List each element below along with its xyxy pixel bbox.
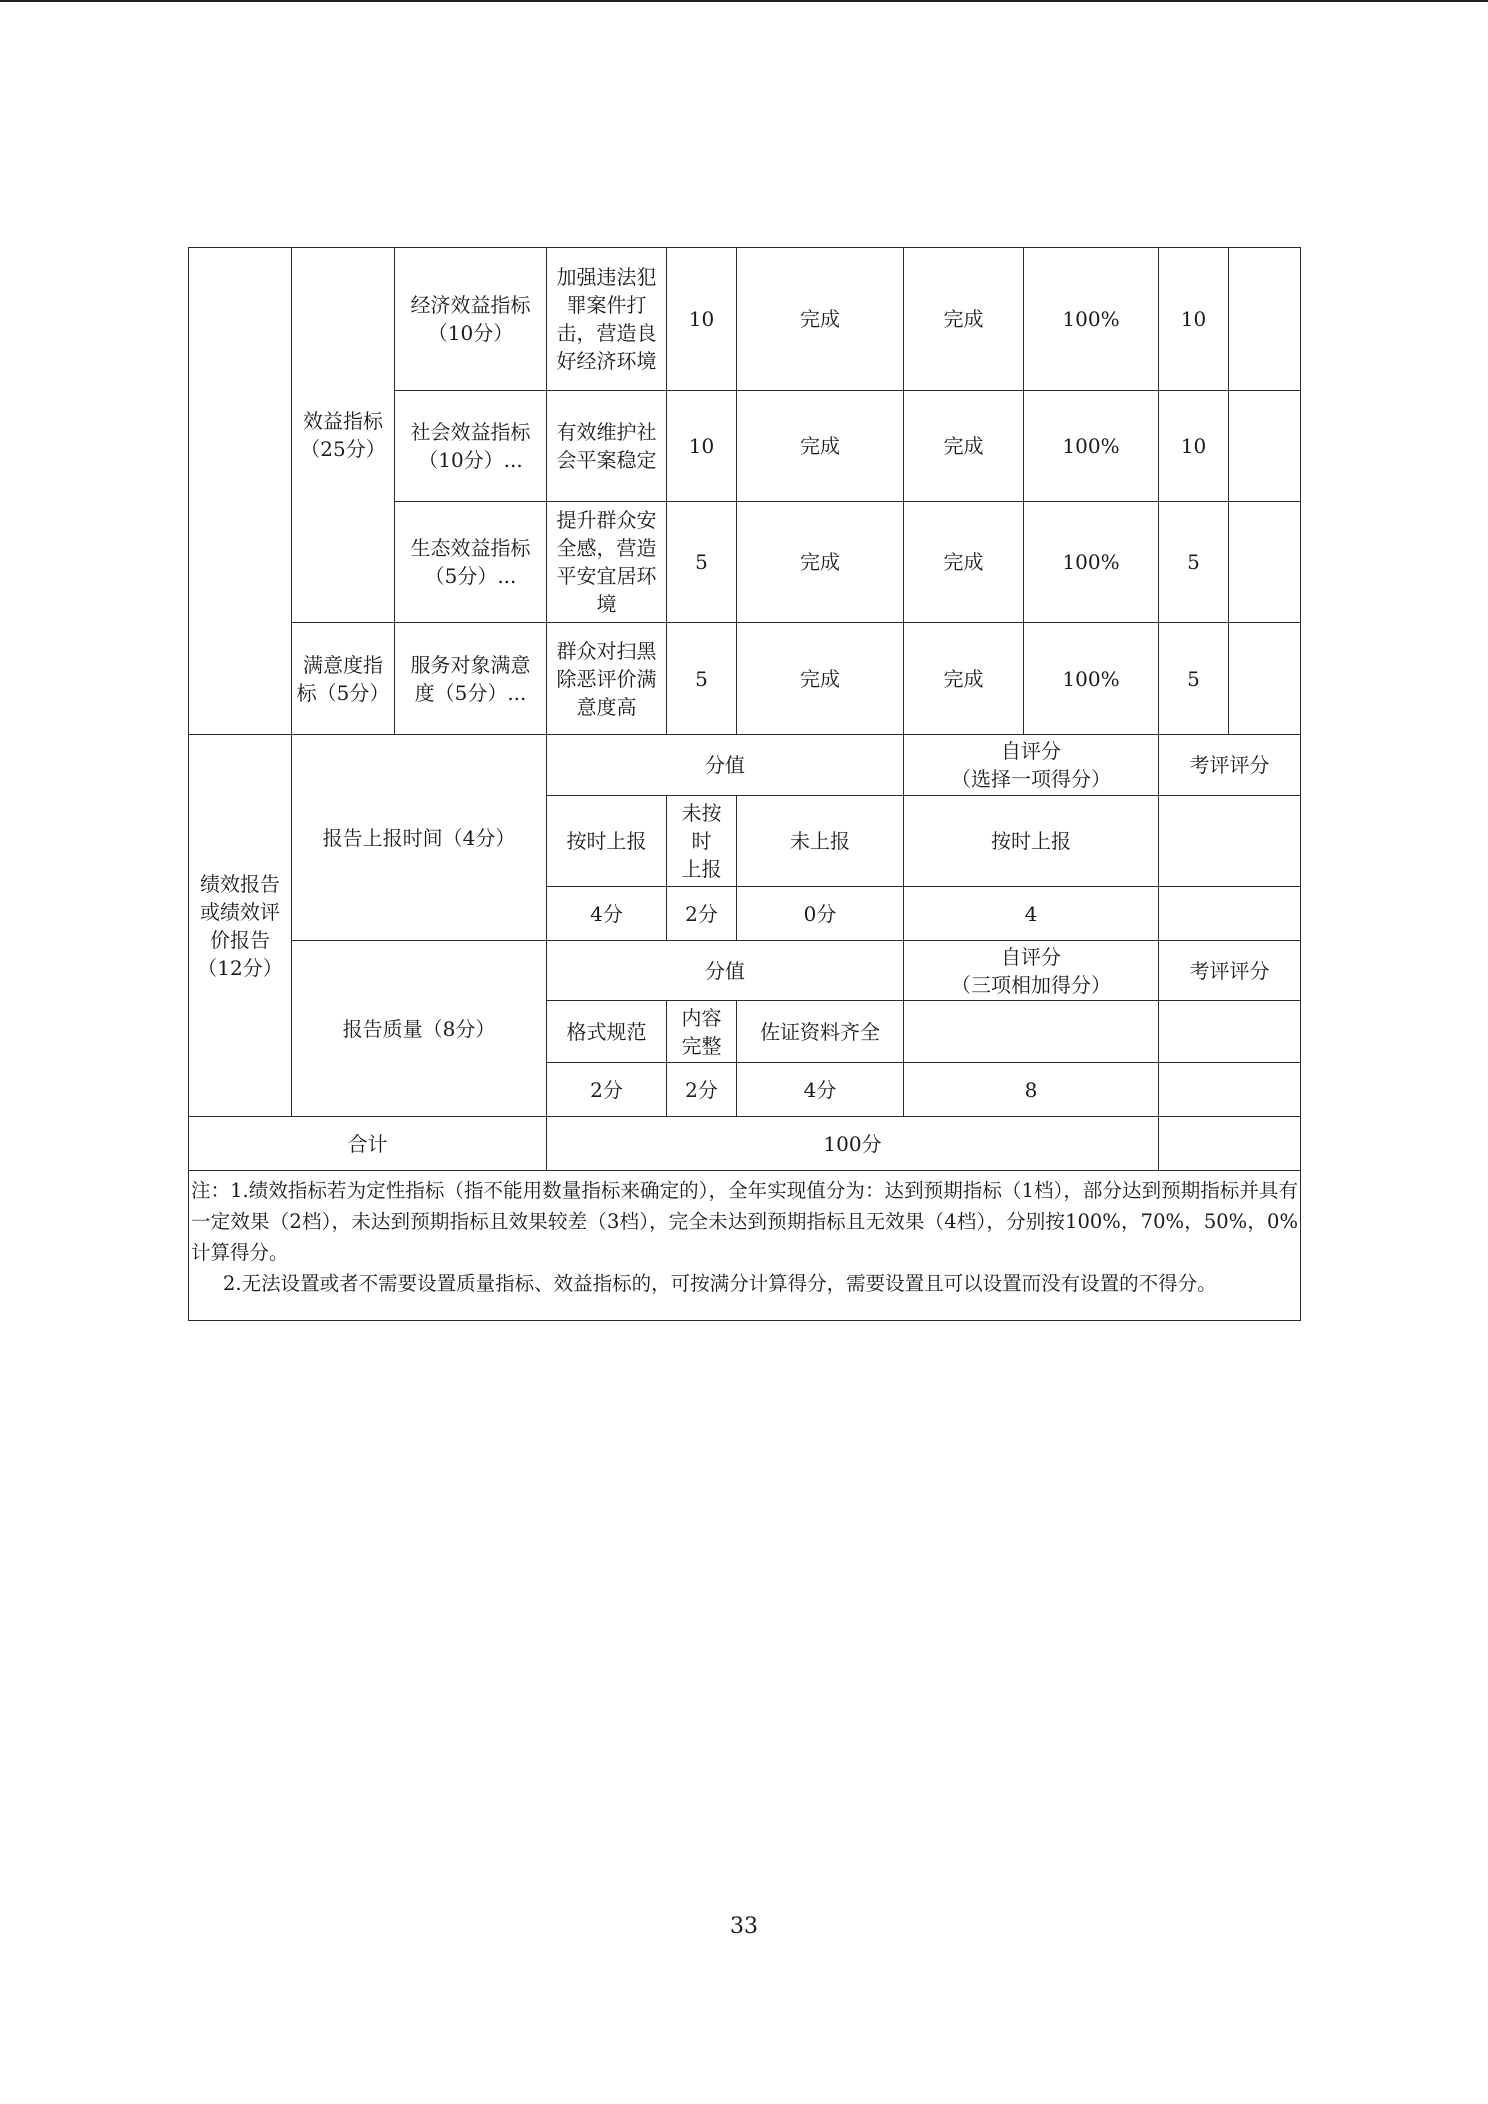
table-row [189,1117,1301,1171]
indicator-weight: 10 [667,391,737,502]
option-score: 2分 [667,1063,737,1117]
page-top-border [0,0,1488,2]
page-number: 33 [730,1914,758,1939]
table-row [189,941,1301,1001]
review-score-header: 考评评分 [1159,735,1301,796]
table-row [189,623,1301,735]
report-timing-label: 报告上报时间（4分） [292,735,547,941]
option-label: 未按 时 上报 [667,796,737,887]
note-paragraph-1: 注：1.绩效指标若为定性指标（指不能用数量指标来确定的），全年实现值分为：达到预期指标（1档），部分达到预期指标并具有一定效果（2档），未达到预期指标且效果较差（3档），完全未达到预期指标且无效果（4档），分别按100%，70%，50%，0%计算得分。 [191,1179,1298,1264]
review-score-cell [1159,1001,1301,1063]
indicator-weight: 5 [667,623,737,735]
review-score-cell [1159,887,1301,941]
option-score: 4分 [547,887,667,941]
option-label: 按时上报 [547,796,667,887]
actual-value: 完成 [904,623,1024,735]
self-score-header: 自评分 （选择一项得分） [904,735,1159,796]
table-row [189,1171,1301,1321]
review-score-header: 考评评分 [1159,941,1301,1001]
performance-evaluation-table [188,247,1301,1321]
completion-rate: 100% [1024,248,1159,391]
remark-cell [1229,623,1301,735]
indicator-score: 10 [1159,391,1229,502]
actual-value: 完成 [904,248,1024,391]
self-score-value: 4 [904,887,1159,941]
remark-cell [1229,391,1301,502]
target-value: 完成 [737,248,904,391]
indicator-name: 服务对象满意 度（5分）... [395,623,547,735]
total-label: 合计 [189,1117,547,1171]
self-score-value: 8 [904,1063,1159,1117]
table-row [189,248,1301,391]
completion-rate: 100% [1024,391,1159,502]
self-choice: 按时上报 [904,796,1159,887]
self-score-cell [904,1001,1159,1063]
total-value: 100分 [547,1117,1159,1171]
option-score: 0分 [737,887,904,941]
indicator-description: 有效维护社 会平案稳定 [547,391,667,502]
indicator-description: 加强违法犯 罪案件打 击，营造良 好经济环境 [547,248,667,391]
option-label: 内容 完整 [667,1001,737,1063]
option-label: 格式规范 [547,1001,667,1063]
indicator-name: 经济效益指标 （10分） [395,248,547,391]
actual-value: 完成 [904,502,1024,623]
indicator-weight: 5 [667,502,737,623]
indicator-score: 5 [1159,502,1229,623]
review-score-cell [1159,796,1301,887]
satisfaction-group-label: 满意度指 标（5分） [292,623,395,735]
option-label: 佐证资料齐全 [737,1001,904,1063]
indicator-description: 群众对扫黑 除恶评价满 意度高 [547,623,667,735]
table-note [189,1171,1301,1321]
option-score: 4分 [737,1063,904,1117]
completion-rate: 100% [1024,502,1159,623]
option-score: 2分 [667,887,737,941]
target-value: 完成 [737,623,904,735]
total-review-cell [1159,1117,1301,1171]
indicator-name: 生态效益指标 （5分）... [395,502,547,623]
value-header: 分值 [547,735,904,796]
option-score: 2分 [547,1063,667,1117]
note-paragraph-2: 2.无法设置或者不需要设置质量指标、效益指标的，可按满分计算得分，需要设置且可以设置而没有设置的不得分。 [223,1272,1217,1295]
empty-category-cell [189,248,292,735]
indicator-name: 社会效益指标 （10分）... [395,391,547,502]
actual-value: 完成 [904,391,1024,502]
indicator-score: 10 [1159,248,1229,391]
option-label: 未上报 [737,796,904,887]
indicator-weight: 10 [667,248,737,391]
target-value: 完成 [737,502,904,623]
remark-cell [1229,502,1301,623]
report-quality-label: 报告质量（8分） [292,941,547,1117]
value-header: 分值 [547,941,904,1001]
self-score-header: 自评分 （三项相加得分） [904,941,1159,1001]
remark-cell [1229,248,1301,391]
benefit-group-label: 效益指标 （25分） [292,248,395,623]
indicator-description: 提升群众安 全感，营造 平安宜居环 境 [547,502,667,623]
completion-rate: 100% [1024,623,1159,735]
report-section-label: 绩效报告 或绩效评 价报告 （12分） [189,735,292,1117]
indicator-score: 5 [1159,623,1229,735]
table-row [189,735,1301,796]
target-value: 完成 [737,391,904,502]
review-score-cell [1159,1063,1301,1117]
